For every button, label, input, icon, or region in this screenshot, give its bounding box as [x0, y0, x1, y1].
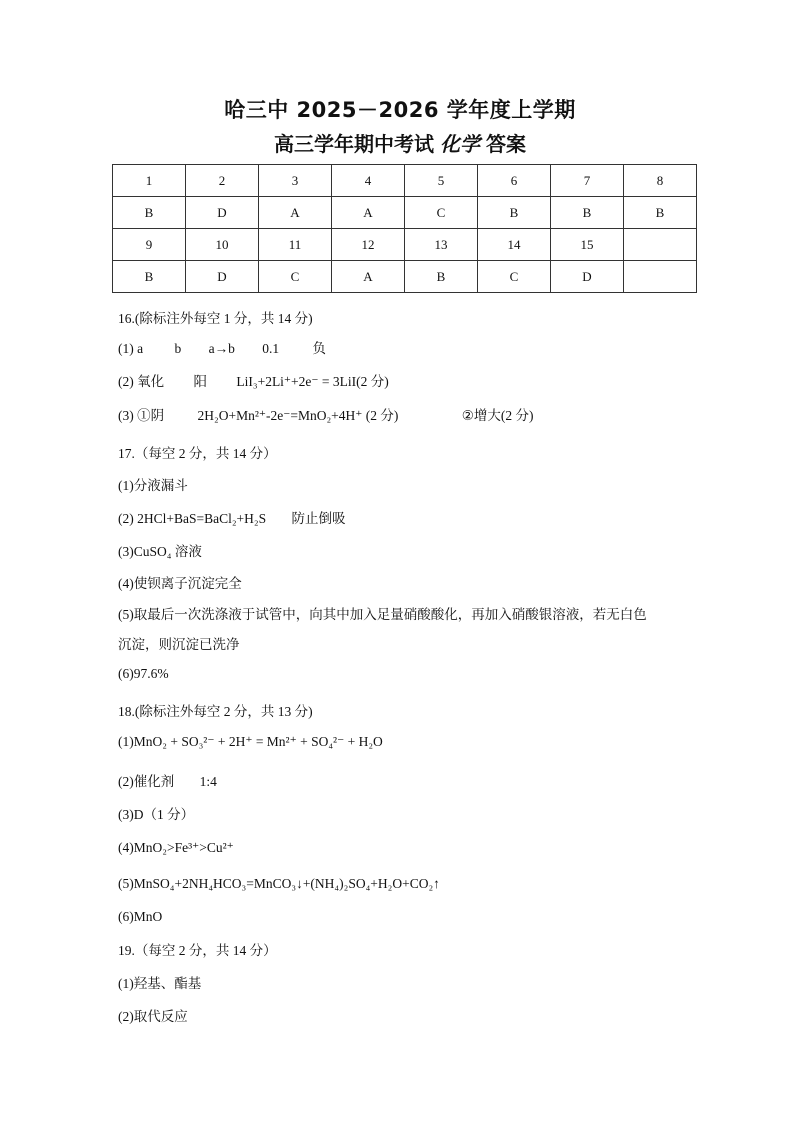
answer-table [112, 164, 697, 293]
question-number-cell: 4 [332, 165, 405, 197]
q17-p2-b: 防止倒吸 [291, 511, 346, 526]
q16-p3-b: ②增大(2 分) [461, 408, 534, 423]
q17-p2-eq: (2) 2HCl+BaS=BaCl₂+H₂S [118, 511, 267, 526]
q19-header: 19.（每空 2 分，共 14 分） [118, 943, 277, 958]
question-number-cell: 15 [551, 229, 624, 261]
answer-cell: A [332, 261, 405, 293]
question-number-cell: 10 [186, 229, 259, 261]
q16-p1-label: (1) a [118, 341, 144, 356]
answer-row [113, 261, 697, 293]
q18-p2-b: 1:4 [199, 774, 217, 789]
q19-part2: (2)取代反应 [118, 1009, 188, 1024]
q16-header: 16.(除标注外每空 1 分，共 14 分) [118, 311, 313, 326]
answer-cell: B [551, 197, 624, 229]
q17-part5-line1: (5)取最后一次洗涤液于试管中，向其中加入足量硝酸酸化，再加入硝酸银溶液，若无白色 [118, 607, 647, 622]
answer-cell: A [259, 197, 332, 229]
question-number-cell: 5 [405, 165, 478, 197]
q18-header: 18.(除标注外每空 2 分，共 13 分) [118, 704, 313, 719]
question-number-cell: 3 [259, 165, 332, 197]
q18-part5: (5)MnSO₄+2NH₄HCO₃=MnCO₃↓+(NH₄)₂SO₄+H₂O+CO₂↑ [118, 876, 440, 891]
q17-header: 17.（每空 2 分，共 14 分） [118, 446, 277, 461]
question-number-cell: 2 [186, 165, 259, 197]
q16-p1-c: 0.1 [262, 341, 280, 356]
q18-p2-a: (2)催化剂 [118, 774, 175, 789]
q17-part4: (4)使钡离子沉淀完全 [118, 576, 242, 591]
q16-p2-eq: LiI₃+2Li⁺+2e⁻ = 3LiI(2 分) [236, 374, 389, 389]
q18-part6: (6)MnO [118, 909, 163, 924]
answer-cell: D [551, 261, 624, 293]
q16-p3-eq: 2H₂O+Mn²⁺-2e⁻=MnO₂+4H⁺ (2 分) [197, 408, 399, 423]
answer-row [113, 197, 697, 229]
q18-part1: (1)MnO₂ + SO₃²⁻ + 2H⁺ = Mn²⁺ + SO₄²⁻ + H₂O [118, 734, 383, 749]
question-number-cell: 8 [624, 165, 697, 197]
question-number-cell: 12 [332, 229, 405, 261]
q16-p2-a: 阳 [193, 374, 207, 389]
q16-p1-d: 负 [312, 341, 326, 356]
q16-part1 [118, 337, 326, 357]
answer-cell [624, 261, 697, 293]
subject-label: 化学 [440, 132, 480, 156]
question-number-cell: 6 [478, 165, 551, 197]
q18-part3: (3)D（1 分） [118, 807, 195, 822]
answer-cell: B [624, 197, 697, 229]
q18-part2 [118, 770, 217, 790]
title-prefix: 高三学年期中考试 [274, 132, 434, 156]
q17-part5-line2: 沉淀，则沉淀已洗净 [118, 637, 240, 652]
q16-p3-label: (3) ①阴 [118, 408, 165, 423]
q16-part3 [118, 404, 534, 424]
question-number-cell: 1 [113, 165, 186, 197]
answer-cell: B [113, 261, 186, 293]
q18-part4: (4)MnO₂>Fe³⁺>Cu²⁺ [118, 840, 234, 855]
q16-p1-a: b [174, 341, 182, 356]
question-number-cell: 7 [551, 165, 624, 197]
q17-part6: (6)97.6% [118, 666, 169, 681]
q16-p2-label: (2) 氧化 [118, 374, 165, 389]
answer-cell: C [478, 261, 551, 293]
title-line-1: 哈三中 2025－2026 学年度上学期 [224, 98, 576, 122]
answer-cell: B [478, 197, 551, 229]
question-number-cell [624, 229, 697, 261]
q16-part2 [118, 370, 389, 390]
q16-p1-b: a→b [208, 341, 235, 356]
answer-cell: A [332, 197, 405, 229]
question-number-cell: 13 [405, 229, 478, 261]
question-number-row [113, 165, 697, 197]
question-number-row [113, 229, 697, 261]
question-number-cell: 9 [113, 229, 186, 261]
q17-part2 [118, 507, 346, 527]
answer-cell: B [405, 261, 478, 293]
answer-cell: C [259, 261, 332, 293]
q19-part1: (1)羟基、酯基 [118, 976, 202, 991]
q17-part1: (1)分液漏斗 [118, 478, 188, 493]
answer-cell: D [186, 261, 259, 293]
title-line-2 [0, 128, 800, 157]
question-number-cell: 11 [259, 229, 332, 261]
answer-cell: D [186, 197, 259, 229]
question-number-cell: 14 [478, 229, 551, 261]
answer-cell: B [113, 197, 186, 229]
q17-part3: (3)CuSO₄ 溶液 [118, 544, 202, 559]
answer-cell: C [405, 197, 478, 229]
title-suffix: 答案 [486, 132, 526, 156]
